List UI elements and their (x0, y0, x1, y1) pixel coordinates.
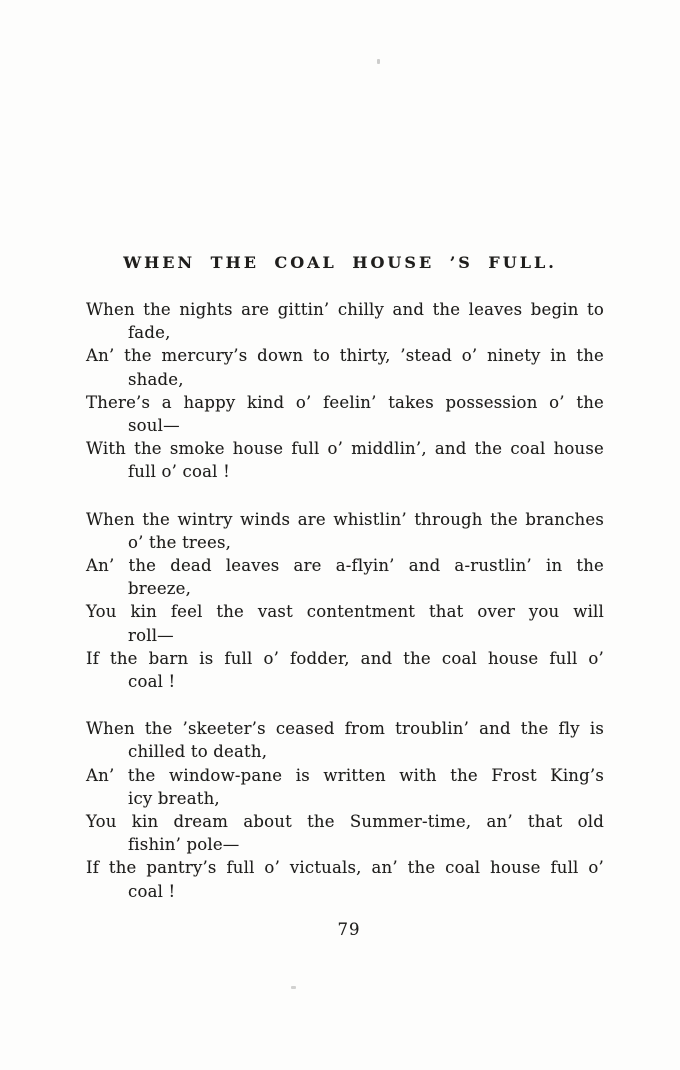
poem-line: You kin dream about the Summer-time, an’ that old (86, 812, 604, 832)
poem-line: breeze, (128, 579, 192, 599)
poem-line: soul— (128, 416, 180, 436)
poem-line: coal ! (128, 881, 176, 901)
stanza (86, 508, 604, 694)
poem-line: If the barn is full o’ fodder, and the coal house full o’ (86, 648, 604, 668)
poem-body (86, 298, 604, 903)
poem-line: roll— (128, 625, 174, 645)
poem-line: There’s a happy kind o’ feelin’ takes possession o’ the (86, 392, 604, 412)
poem-line: An’ the mercury’s down to thirty, ’stead o’ ninety in the (86, 346, 604, 366)
poem-line: When the nights are gittin’ chilly and the leaves begin to (86, 300, 604, 319)
scan-artifact (291, 986, 296, 989)
poem-line: chilled to death, (128, 742, 268, 762)
poem-line: An’ the window-pane is written with the Frost King’s (86, 765, 604, 785)
poem-line: icy breath, (128, 788, 220, 808)
poem-line: When the wintry winds are whistlin’ through the branches (86, 509, 604, 529)
page-number: 79 (337, 920, 361, 939)
poem-line: shade, (128, 369, 184, 389)
poem-line: An’ the dead leaves are a-flyin’ and a-rustlin’ in the (86, 556, 604, 576)
poem-line: coal ! (128, 672, 176, 692)
poem-line: full o’ coal ! (128, 462, 230, 482)
poem-line: When the ’skeeter’s ceased from troublin’ and the fly is (86, 719, 604, 739)
poem-title: WHEN THE COAL HOUSE ’S FULL. (123, 252, 557, 272)
poem-line: You kin feel the vast contentment that over you will (86, 602, 604, 622)
poem-line: fade, (128, 323, 171, 343)
poem-line: fishin’ pole— (128, 835, 240, 855)
scan-artifact (377, 59, 380, 64)
poem-line: o’ the trees, (128, 532, 232, 552)
stanza (86, 298, 604, 484)
poem-line: With the smoke house full o’ middlin’, and the coal house (86, 439, 604, 459)
stanza (86, 717, 604, 903)
poem-line: If the pantry’s full o’ victuals, an’ the coal house full o’ (86, 858, 604, 878)
